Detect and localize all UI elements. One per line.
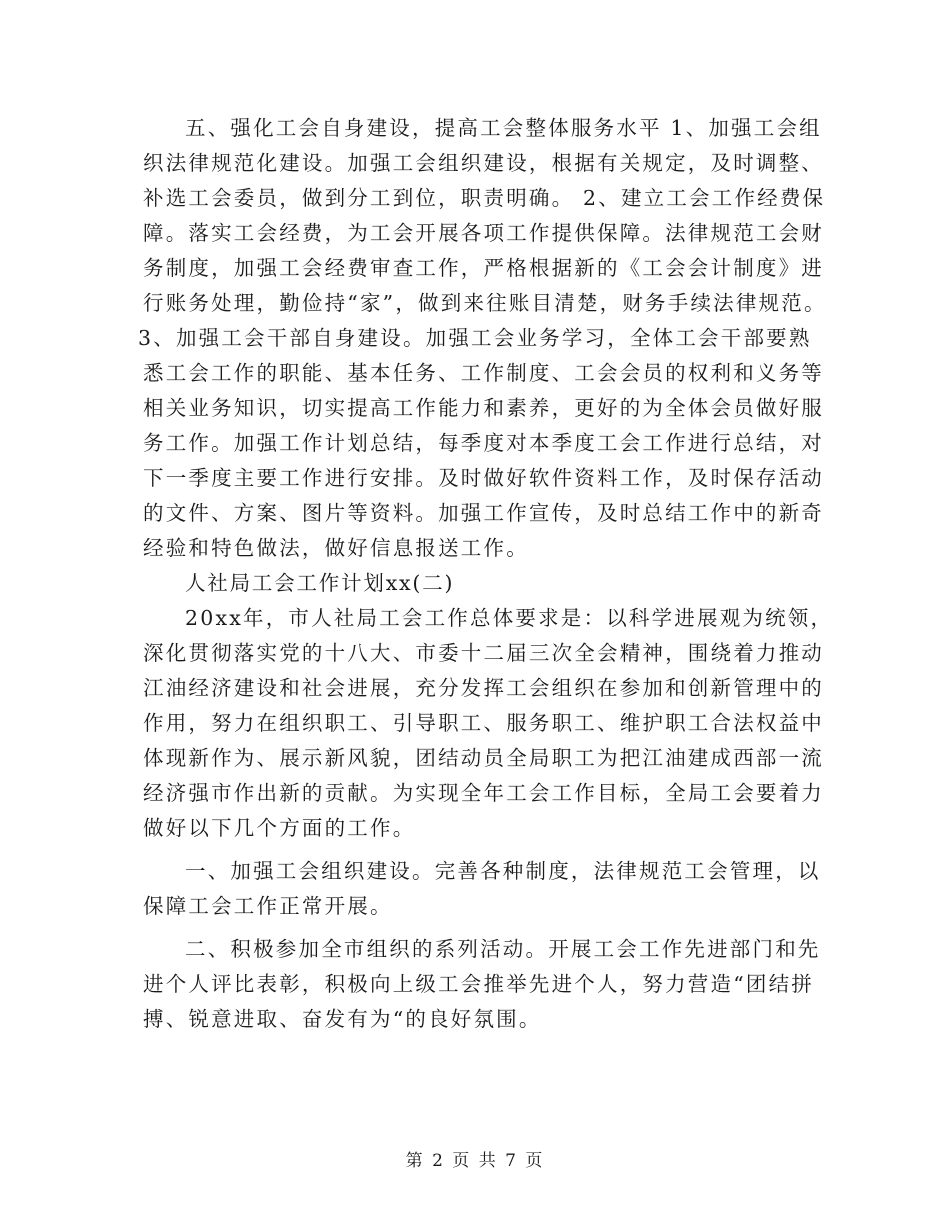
- section-title: 人社局工会工作计划xx(二): [185, 571, 455, 595]
- page-number-footer: 第 2 页 共 7 页: [405, 1151, 545, 1171]
- body-line: 务制度，加强工会经费审查工作，严格根据新的《工会会计制度》进: [143, 256, 824, 280]
- body-line: 体现新作为、展示新风貌，团结动员全局职工为把江油建成西部一流: [143, 746, 824, 770]
- body-line: 作用，努力在组织职工、引导职工、服务职工、维护职工合法权益中: [143, 711, 824, 735]
- body-line: 的文件、方案、图片等资料。加强工作宣传，及时总结工作中的新奇: [143, 501, 824, 525]
- body-line: 补选工会委员，做到分工到位，职责明确。 2、建立工会工作经费保: [143, 186, 826, 210]
- body-line: 进个人评比表彰，积极向上级工会推举先进个人，努力营造“团结拼: [143, 972, 814, 996]
- body-line: 3、加强工会干部自身建设。加强工会业务学习，全体工会干部要熟: [138, 326, 812, 350]
- body-line: 障。落实工会经费，为工会开展各项工作提供保障。法律规范工会财: [143, 221, 824, 245]
- body-line: 相关业务知识，切实提高工作能力和素养，更好的为全体会员做好服: [143, 396, 824, 420]
- body-line: 务工作。加强工作计划总结，每季度对本季度工会工作进行总结，对: [143, 431, 824, 455]
- body-line: 二、积极参加全市组织的系列活动。开展工会工作先进部门和先: [185, 937, 821, 961]
- body-line: 经验和特色做法，做好信息报送工作。: [143, 536, 529, 560]
- body-line: 悉工会工作的职能、基本任务、工作制度、工会会员的权利和义务等: [143, 361, 824, 385]
- body-line: 经济强市作出新的贡献。为实现全年工会工作目标，全局工会要着力: [143, 781, 824, 805]
- body-line: 20xx年，市人社局工会工作总体要求是：以科学进展观为统领，: [185, 606, 834, 630]
- body-line: 江油经济建设和社会进展，充分发挥工会组织在参加和创新管理中的: [143, 676, 824, 700]
- body-line: 行账务处理，勤俭持“家”，做到来往账目清楚，财务手续法律规范。: [143, 291, 827, 315]
- body-line: 搏、锐意进取、奋发有为“的良好氛围。: [143, 1007, 542, 1031]
- body-line: 深化贯彻落实党的十八大、市委十二届三次全会精神，围绕着力推动: [143, 641, 824, 665]
- body-line: 织法律规范化建设。加强工会组织建设，根据有关规定，及时调整、: [143, 151, 824, 175]
- body-line: 下一季度主要工作进行安排。及时做好软件资料工作，及时保存活动: [143, 466, 824, 490]
- body-line: 五、强化工会自身建设，提高工会整体服务水平 1、加强工会组: [185, 116, 822, 140]
- body-line: 保障工会工作正常开展。: [143, 894, 393, 918]
- body-line: 做好以下几个方面的工作。: [143, 816, 416, 840]
- body-line: 一、加强工会组织建设。完善各种制度，法律规范工会管理，以: [185, 859, 821, 883]
